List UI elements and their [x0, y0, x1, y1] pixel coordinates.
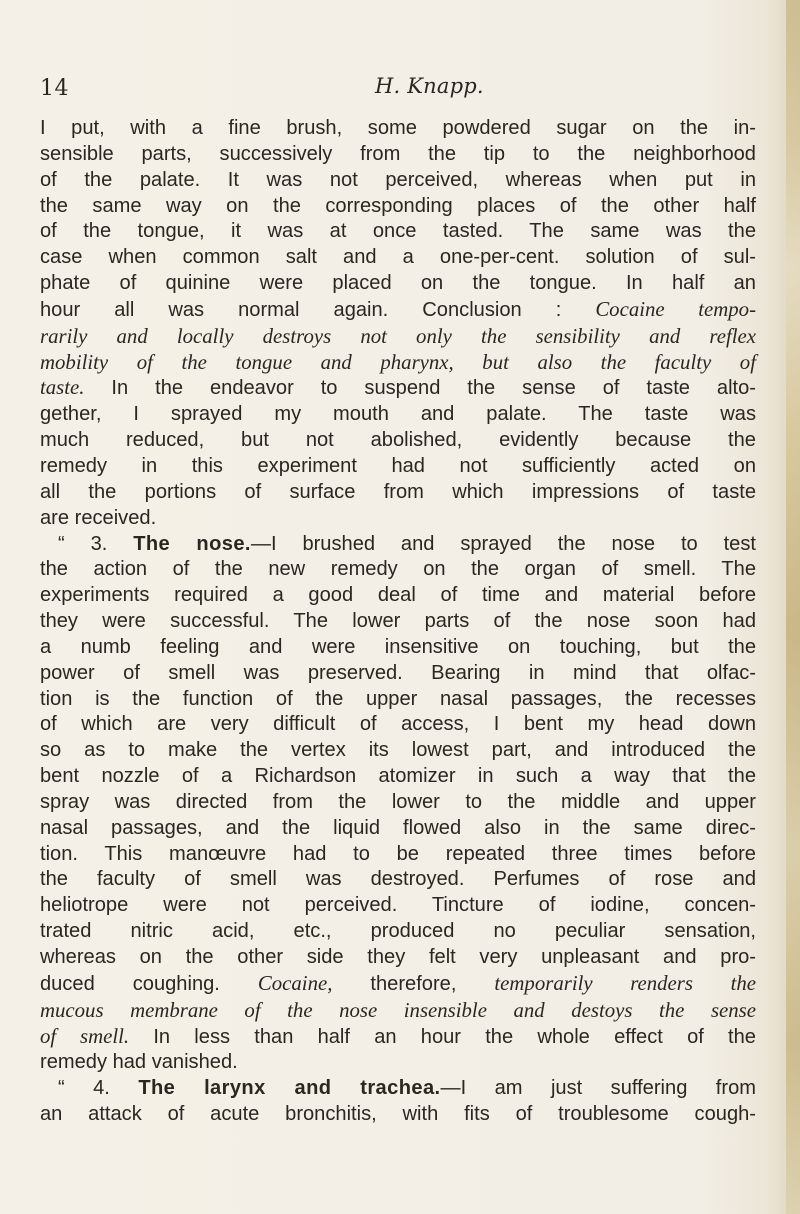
- text-line: the faculty of smell was destroyed. Perfumes of rose and: [40, 868, 756, 891]
- text-line: of which are very difficult of access, I bent my head down: [40, 713, 756, 736]
- text-line: bent nozzle of a Richardson atomizer in such a way that the: [40, 765, 756, 788]
- section-number: “ 3.: [58, 532, 134, 555]
- text-line: [40, 971, 756, 998]
- text-line: case when common salt and a one-per-cent. solution of sul-: [40, 246, 756, 269]
- text-run: hour all was normal again. Conclusion :: [40, 298, 596, 321]
- text-line: experiments required a good deal of time and material before: [40, 584, 756, 607]
- italic-line: rarily and locally destroys not only the sensibility and reflex: [40, 324, 756, 348]
- text-line: all the portions of surface from which impressions of taste: [40, 480, 756, 503]
- section-title-larynx: The larynx and trachea.: [138, 1077, 441, 1100]
- text-line: I put, with a fine brush, some powdered sugar on the in-: [40, 117, 756, 139]
- text-line: trated nitric acid, etc., produced no peculiar sensation,: [40, 920, 756, 943]
- text-run: In less than half an hour the whole effect of the: [129, 1025, 756, 1048]
- italic-line: mucous membrane of the nose insensible and destoys the sense: [40, 998, 756, 1022]
- text-run: —I am just suffering from: [440, 1077, 756, 1100]
- running-head: H. Knapp.: [375, 74, 484, 98]
- section-title-nose: The nose.: [133, 532, 251, 555]
- text-line: they were successful. The lower parts of the nose soon had: [40, 610, 756, 633]
- text-line: spray was directed from the lower to the middle and upper: [40, 790, 756, 813]
- text-line: tion. This manœuvre had to be repeated three times before: [40, 842, 756, 865]
- text-line: whereas on the other side they felt very unpleasant and pro-: [40, 946, 756, 968]
- text-line: much reduced, but not abolished, evidently because the: [40, 429, 756, 452]
- text-line: heliotrope were not perceived. Tincture of iodine, concen-: [40, 894, 756, 917]
- section-number: “ 4.: [58, 1077, 139, 1100]
- text-line: so as to make the vertex its lowest part, and introduced the: [40, 739, 756, 762]
- text-line: a numb feeling and were insensitive on touching, but the: [40, 635, 756, 658]
- text-run: therefore,: [332, 972, 495, 995]
- text-line: phate of quinine were placed on the tongue. In half an: [40, 272, 756, 295]
- text-line: the action of the new remedy on the organ of smell. The: [40, 558, 756, 581]
- italic-text: Cocaine,: [257, 971, 333, 995]
- text-line: of the tongue, it was at once tasted. The same was the: [40, 220, 756, 243]
- italic-text: temporarily renders the: [494, 971, 756, 995]
- text-line: an attack of acute bronchitis, with fits of troublesome cough-: [40, 1103, 756, 1126]
- page-number: 14: [40, 76, 69, 101]
- section-line: [40, 532, 756, 558]
- text-line: tion is the function of the upper nasal passages, the recesses: [40, 687, 756, 710]
- italic-text: taste.: [40, 376, 85, 400]
- text-line: gether, I sprayed my mouth and palate. The taste was: [40, 403, 756, 426]
- italic-text: of smell.: [40, 1024, 130, 1048]
- text-line: power of smell was preserved. Bearing in mind that olfac-: [40, 661, 756, 684]
- text-line: remedy in this experiment had not sufficiently acted on: [40, 454, 756, 477]
- text-line: nasal passages, and the liquid flowed also in the same direc-: [40, 816, 756, 839]
- text-run: duced coughing.: [40, 972, 258, 995]
- text-line: the same way on the corresponding places of the other half: [40, 194, 756, 217]
- italic-text: Cocaine tempo-: [595, 297, 756, 321]
- text-line: of the palate. It was not perceived, whereas when put in: [40, 168, 756, 191]
- text-line: are received.: [40, 506, 157, 529]
- text-line: sensible parts, successively from the tip to the neighborhood: [40, 142, 756, 165]
- text-line: [40, 297, 756, 324]
- italic-line: mobility of the tongue and pharynx, but also the faculty of: [40, 350, 756, 374]
- body-text: [40, 116, 756, 1128]
- text-line: remedy had vanished.: [40, 1051, 238, 1074]
- page-edge: [786, 0, 800, 1214]
- text-run: —I brushed and sprayed the nose to test: [250, 532, 756, 555]
- text-line: [40, 375, 756, 402]
- page-header: [40, 76, 740, 110]
- text-line: [40, 1024, 756, 1051]
- section-line: [40, 1076, 756, 1102]
- text-run: In the endeavor to suspend the sense of taste alto-: [84, 377, 756, 400]
